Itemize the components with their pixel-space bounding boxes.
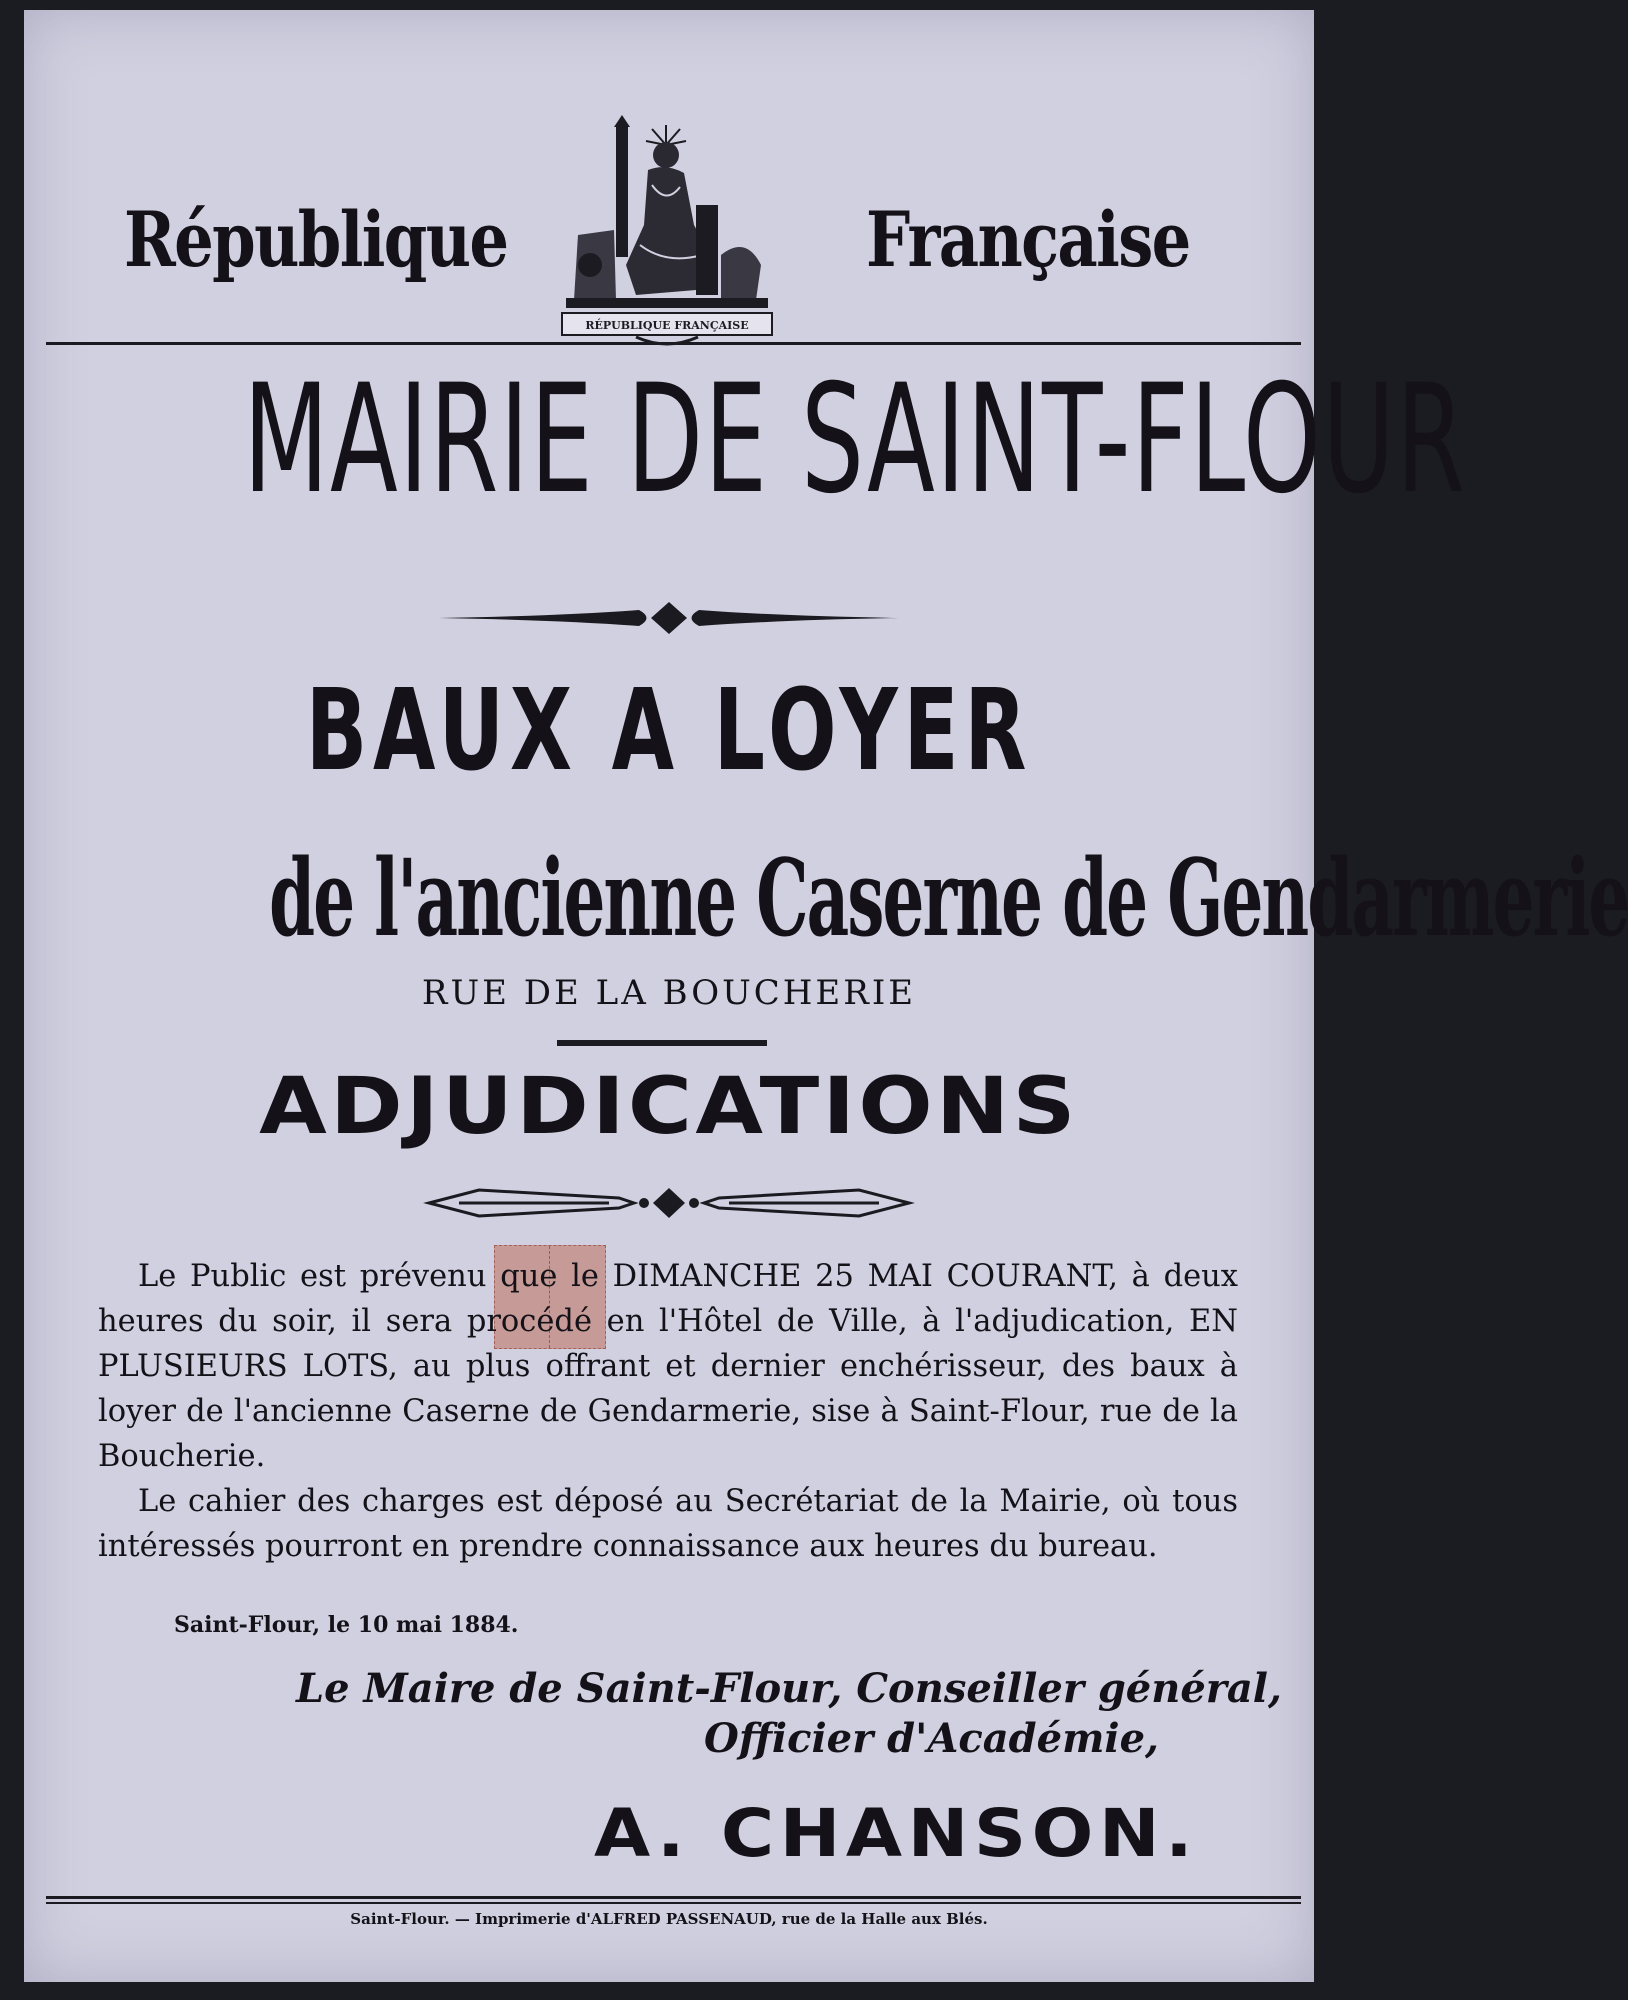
street-name: RUE DE LA BOUCHERIE: [421, 973, 917, 1013]
notice-paragraph-1: Le Public est prévenu que le DIMANCHE 25 MAI COURANT, à deux heures du soir, il sera procédé en l'Hôtel de Ville, à l'adjudication, EN PLUSIEURS LOTS, au plus offrant et dernier enchérisseur, des baux à loyer de l'ancienne Caserne de Gendarmerie, sise à Saint-Flour, rue de la Boucherie.: [98, 1259, 1238, 1474]
subject-heading: BAUX A LOYER: [305, 666, 1033, 796]
notice-body: [98, 1254, 1238, 1569]
section-heading: ADJUDICATIONS: [259, 1062, 1079, 1152]
short-divider: [557, 1040, 767, 1046]
poster: [24, 10, 1628, 1982]
printer-credit: Saint-Flour. — Imprimerie d'ALFRED PASSENAUD, rue de la Halle aux Blés.: [350, 1910, 988, 1928]
notice-paragraph-2: Le cahier des charges est déposé au Secrétariat de la Mairie, où tous intéressés pourront en prendre connaissance aux heures du bureau.: [98, 1484, 1238, 1564]
arrow-ornament-icon: [419, 1180, 919, 1226]
header-left-word: République: [124, 195, 508, 284]
footer-divider: [46, 1896, 1301, 1899]
page-title: MAIRIE DE SAINT-FLOUR: [243, 353, 1467, 527]
header-right-word: Française: [866, 195, 1190, 284]
signature-name: A. CHANSON.: [594, 1795, 1199, 1872]
header-divider: [46, 342, 1301, 345]
footer-divider-thin: [46, 1902, 1301, 1904]
date-line: Saint-Flour, le 10 mai 1884.: [174, 1612, 519, 1638]
signature-title-line-1: Le Maire de Saint-Flour, Conseiller général,: [296, 1665, 1282, 1712]
ornament-divider-icon: [439, 598, 899, 638]
subject-subheading: de l'ancienne Caserne de Gendarmerie: [269, 835, 1628, 960]
emblem-banner-text: RÉPUBLIQUE FRANÇAISE: [585, 319, 749, 332]
marianne-emblem-icon: [556, 115, 778, 355]
signature-title-line-2: Officier d'Académie,: [704, 1715, 1159, 1762]
